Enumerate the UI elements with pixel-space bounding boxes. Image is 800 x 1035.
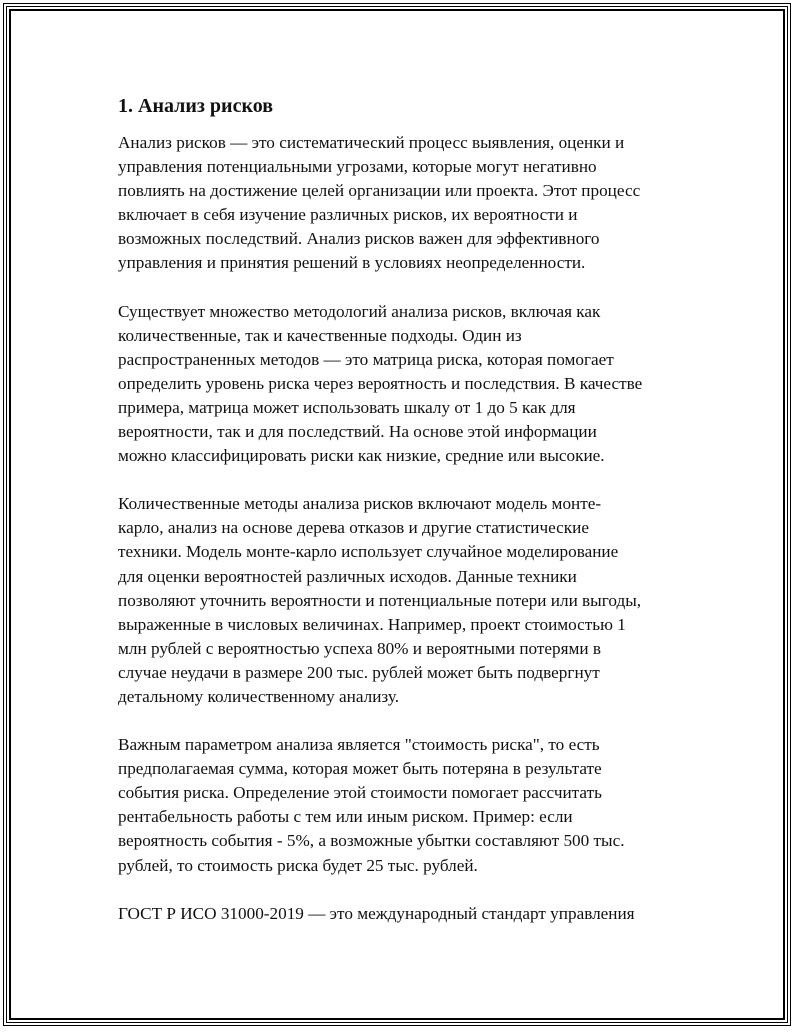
paragraph-risk-cost: Важным параметром анализа является "стоимость риска", то есть предполагаемая сумма, которая может быть потеряна в результате события риска. Определение этой стоимости помогает рассчитать рентабельность работы с тем или иным риском. Пример: если вероятность события - 5%, а возможные убытки составляют 500 тыс. рублей, то стоимость риска будет 25 тыс. рублей. [118,735,625,875]
paragraph-methodologies: Существует множество методологий анализа рисков, включая как количественные, так и качественные подходы. Один из распространенных методов — это матрица риска, которая помогает определить уровень риска через вероятность и последствия. В качестве примера, матрица может использовать шкалу от 1 до 5 как для вероятности, так и для последствий. На основе этой информации можно классифицировать риски как низкие, средние или высокие. [118,301,643,466]
section-heading: 1. Анализ рисков [118,95,274,117]
document-body [118,92,678,950]
paragraph-standard: ГОСТ Р ИСО 31000-2019 — это международный стандарт управления [118,903,635,923]
paragraph-quantitative-methods: Количественные методы анализа рисков включают модель монте- карло, анализ на основе дерева отказов и другие статистические техники. Модель монте-карло использует случайное моделирование для оценки вероятностей различных исходов. Данные техники позволяют уточнить вероятности и потенциальные потери или выгоды, выраженные в числовых величинах. Например, проект стоимостью 1 млн рублей с вероятностью успеха 80% и вероятными потерями в случае неудачи в размере 200 тыс. рублей может быть подвергнут детальному количественному анализу. [118,494,642,706]
paragraph-intro: Анализ рисков — это систематический процесс выявления, оценки и управления потенциальными угрозами, которые могут негативно повлиять на достижение целей организации или проекта. Этот процесс включает в себя изучение различных рисков, их вероятности и возможных последствий. Анализ рисков важен для эффективного управления и принятия решений в условиях неопределенности. [118,133,641,273]
